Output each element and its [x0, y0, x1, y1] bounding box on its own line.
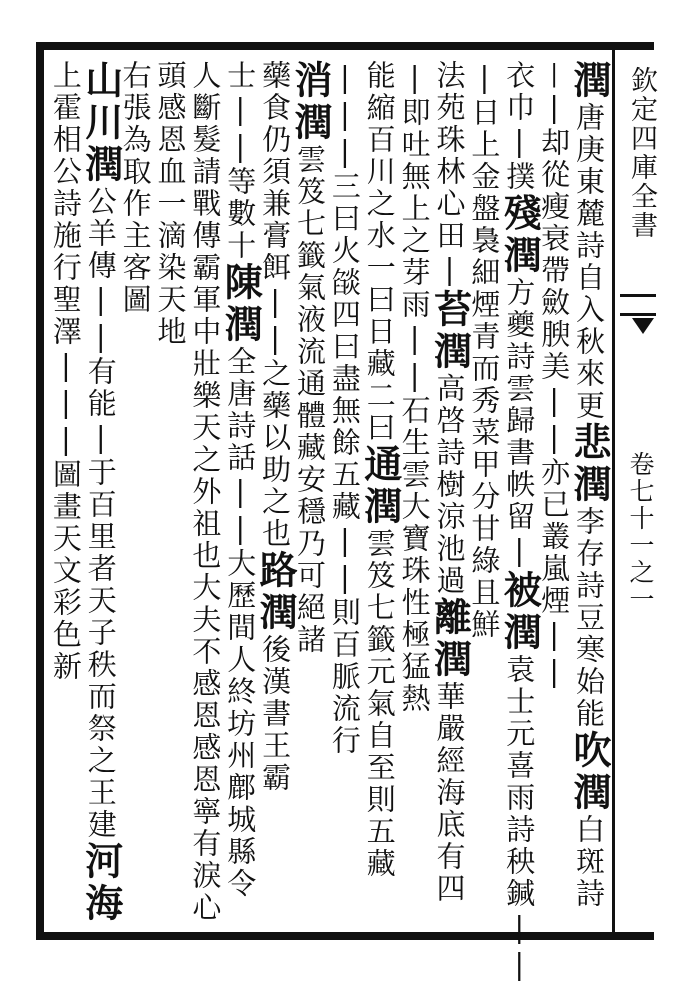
text-segment: 高啓詩樹涼池過 [432, 373, 467, 597]
text-column [48, 60, 83, 928]
headword: 消潤 [288, 60, 333, 144]
text-segment: | [540, 60, 569, 90]
text-segment: 法苑珠林心田| [432, 60, 467, 289]
text-segment: 士||等數十 [223, 60, 258, 262]
text-segment: 傳霸軍中壯 [188, 220, 223, 380]
headword: 陳潤 [218, 262, 264, 346]
text-column [567, 60, 612, 928]
text-segment: |||三曰火燄四曰盡無餘 [327, 60, 362, 459]
headword: 通潤 [357, 444, 403, 528]
text-segment: 公羊傳||有能|于百里者天子秩而祭之王建 [83, 186, 118, 841]
text-column [253, 60, 299, 928]
headword: 河海 [78, 841, 124, 925]
text-segment: 藥食仍須兼膏餌||之藥以助之也 [258, 60, 293, 550]
text-segment: 衣巾 [502, 60, 537, 124]
text-column [467, 60, 502, 928]
headword: 山川潤 [78, 60, 124, 186]
text-column [357, 60, 403, 928]
text-segment: 方夔詩雲歸書帙留| [502, 277, 537, 570]
headword: 悲潤 [567, 422, 612, 506]
text-segment: |即吐無上之芽 [397, 60, 432, 289]
text-segment: 雨||石生雲 [397, 289, 432, 491]
text-segment: 圖畫天文彩色新 [48, 459, 83, 683]
headword: 殘潤 [497, 193, 543, 277]
text-segment: 雲笈七籤元氣自至則五藏 [362, 528, 397, 880]
text-segment: 右張為取作主客圖 [118, 60, 153, 316]
text-column [427, 60, 473, 928]
volume-label: 卷七十一之一 [626, 451, 655, 613]
text-segment: 人斷髮請戰 [188, 60, 223, 220]
text-segment: 袁士元喜雨詩秧鍼|| [502, 654, 537, 984]
text-segment: 五藏||則百脈流行 [327, 459, 362, 757]
text-segment: 唐庚東麓詩自入秋來更 [572, 102, 606, 422]
text-segment: 華嚴經海底有四 [432, 681, 467, 905]
gutter-notch [620, 294, 656, 316]
text-segment: 白斑詩 [572, 814, 606, 910]
text-segment: 後漢書王霸 [258, 634, 293, 794]
text-segment: 美||亦已叢 [537, 351, 572, 553]
text-segment: 大寶珠性極猛熱 [397, 491, 432, 715]
headword: 吹潤 [567, 730, 612, 814]
text-column [327, 60, 362, 928]
headword: 苔潤 [427, 289, 473, 373]
headword: 潤 [567, 60, 612, 102]
book-title: 欽定四庫全書 [626, 66, 657, 240]
text-segment: 上霍相公詩施行聖澤||| [48, 60, 83, 459]
text-column [218, 60, 264, 928]
text-segment: |撲 [502, 124, 537, 193]
text-segment: 李存詩豆寒始能 [572, 506, 606, 730]
text-segment: 樂天之外祖也大夫不感恩感恩寧有淚心 [188, 380, 223, 924]
text-column [118, 60, 153, 928]
text-segment: |却從瘦衰帶斂腴 [537, 90, 572, 351]
text-segment: 能縮百川之水一曰日藏二曰 [362, 60, 397, 444]
text-column [288, 60, 333, 928]
headword: 路潤 [253, 550, 299, 634]
headword: 離潤 [427, 597, 473, 681]
text-segment: 全唐詩話||大歷間人終坊州鄜城縣令 [223, 346, 258, 900]
text-column [153, 60, 188, 928]
text-segment: 青而秀菜甲分甘綠且鮮 [467, 321, 502, 641]
text-segment: |日上金盤裊細煙 [467, 60, 502, 321]
text-column [536, 60, 571, 928]
text-column [78, 60, 124, 928]
text-segment: 雲笈七籤氣液流通體藏安穩乃可絕諸 [293, 144, 327, 656]
text-segment: 頭感恩血一滴染天地 [153, 60, 188, 348]
fishtail-mark [632, 318, 654, 334]
text-segment: 嵐煙|| [537, 553, 572, 691]
gutter-rule [612, 50, 615, 932]
text-column [188, 60, 223, 928]
headword: 被潤 [497, 570, 543, 654]
text-column [497, 60, 543, 984]
page-gutter [620, 56, 657, 932]
